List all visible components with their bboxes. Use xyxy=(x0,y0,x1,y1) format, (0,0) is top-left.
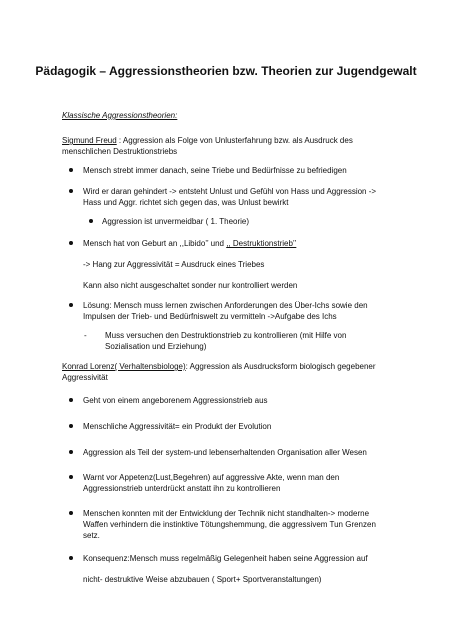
freud-bullet-5-line2: Impulsen der Trieb- und Bedürfniswelt zu vermitteln ->Aufgabe des Ichs xyxy=(83,312,337,321)
lorenz-bullet-5-line1: Menschen konnten mit der Entwicklung der Technik nicht standhalten-> moderne xyxy=(83,509,370,518)
bullet-icon xyxy=(69,303,73,307)
destruktionstrieb-term: ,, Destruktionstrieb’’ xyxy=(226,239,297,248)
freud-intro-text: : Aggression als Folge von Unlusterfahrung bzw. als Ausdruck des xyxy=(116,136,353,145)
freud-bullet-5-line1: Lösung: Mensch muss lernen zwischen Anforderungen des Über-Ichs sowie den xyxy=(83,301,368,310)
bullet-icon xyxy=(89,219,93,223)
bullet-icon xyxy=(69,511,73,515)
lorenz-bullet-6-line1: Konsequenz:Mensch muss regelmäßig Gelegenheit haben seine Aggression auf xyxy=(83,554,368,563)
freud-name: Sigmund Freud xyxy=(62,136,117,145)
lorenz-bullet-3: Aggression als Teil der system-und lebenserhaltenden Organisation aller Wesen xyxy=(83,448,367,457)
freud-sub-line1: Muss versuchen den Destruktionstrieb zu kontrollieren (mit Hilfe von xyxy=(105,331,347,340)
bullet-icon xyxy=(69,398,73,402)
lorenz-bullet-1: Geht von einem angeborenem Aggressionstrieb aus xyxy=(83,396,268,405)
page-title: Pädagogik – Aggressionstheorien bzw. Theorien zur Jugendgewalt xyxy=(35,64,417,78)
lorenz-intro xyxy=(62,361,376,372)
lorenz-bullet-5-line2: Waffen verhindern die instinktive Tötungshemmung, die aggressivem Tun Grenzen xyxy=(83,520,376,529)
freud-bullet-1: Mensch strebt immer danach, seine Triebe und Bedürfnisse zu befriedigen xyxy=(83,166,347,175)
bullet-icon xyxy=(69,424,73,428)
freud-bullet-3: Aggression ist unvermeidbar ( 1. Theorie) xyxy=(102,217,250,226)
dash-marker: - xyxy=(84,331,87,340)
section-heading: Klassische Aggressionstheorien: xyxy=(62,111,178,120)
freud-sub-line2: Sozialisation und Erziehung) xyxy=(105,342,207,351)
freud-bullet-2-line2: Hass und Aggr. richtet sich gegen das, was Unlust bewirkt xyxy=(83,198,289,207)
lorenz-bullet-4-line1: Warnt vor Appetenz(Lust,Begehren) auf aggressive Akte, wenn man den xyxy=(83,473,340,482)
freud-intro xyxy=(62,135,353,146)
freud-bullet-4-line3: Kann also nicht ausgeschaltet sonder nur kontrolliert werden xyxy=(83,281,298,290)
lorenz-bullet-2: Menschliche Aggressivität= ein Produkt der Evolution xyxy=(83,422,272,431)
lorenz-bullet-4-line2: Aggressionstrieb unterdrückt anstatt ihn zu kontrollieren xyxy=(83,484,281,493)
lorenz-bullet-5-line3: setz. xyxy=(83,531,100,540)
freud-intro-line2: menschlichen Destruktionstriebs xyxy=(62,147,178,156)
bullet-icon xyxy=(69,475,73,479)
lorenz-name: Konrad Lorenz( Verhaltensbiologe) xyxy=(62,362,186,371)
lorenz-bullet-6-line2: nicht- destruktive Weise abzubauen ( Sport+ Sportveranstaltungen) xyxy=(83,575,322,584)
freud-bullet-4-line1 xyxy=(83,238,296,249)
freud-bullet-2-line1: Wird er daran gehindert -> entsteht Unlust und Gefühl von Hass und Aggression -> xyxy=(83,187,377,196)
freud-bullet-4-text: Mensch hat von Geburt an ,,Libido’’ und xyxy=(83,239,224,248)
bullet-icon xyxy=(69,556,73,560)
bullet-icon xyxy=(69,450,73,454)
lorenz-intro-text: : Aggression als Ausdrucksform biologisch gegebener xyxy=(185,362,376,371)
lorenz-intro-line2: Aggressivität xyxy=(62,373,108,382)
freud-bullet-4-line2: -> Hang zur Aggressivität = Ausdruck eines Triebes xyxy=(83,260,265,269)
bullet-icon xyxy=(69,189,73,193)
bullet-icon xyxy=(69,168,73,172)
bullet-icon xyxy=(69,241,73,245)
